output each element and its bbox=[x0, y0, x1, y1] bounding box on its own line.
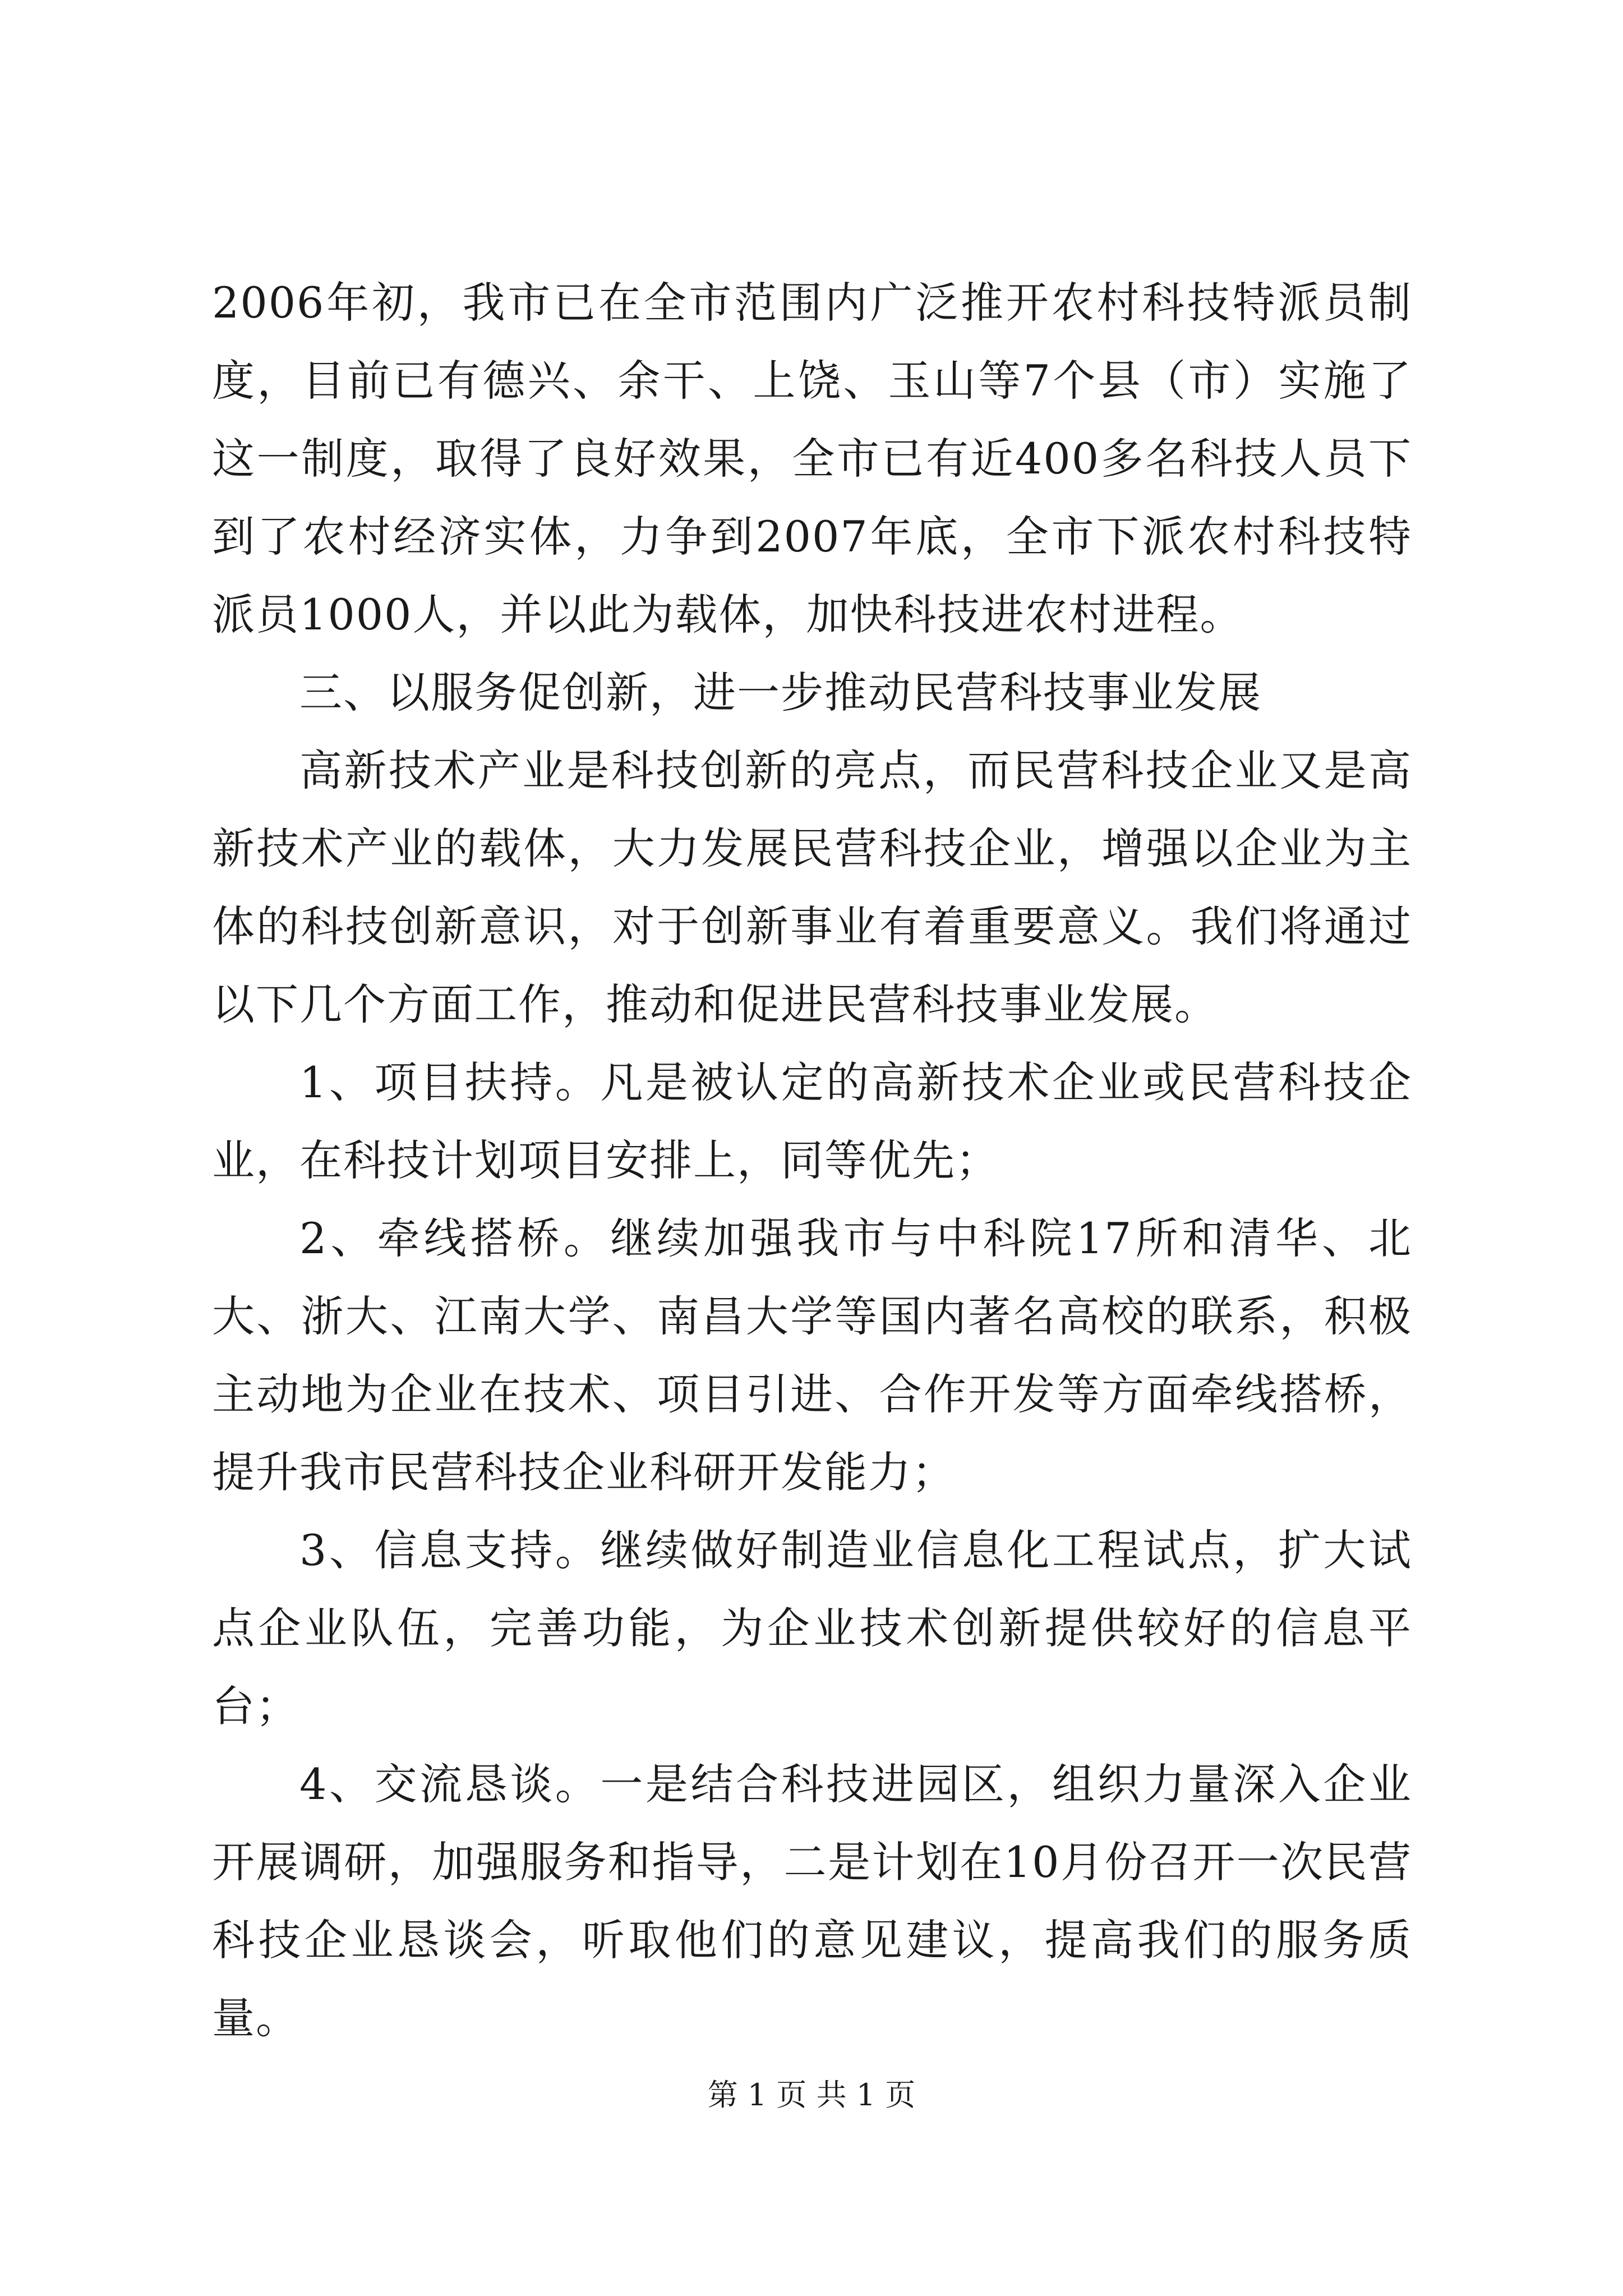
section-heading: 三、以服务促创新，进一步推动民营科技事业发展 bbox=[299, 668, 1262, 717]
list-item-project-support: 1、项目扶持。凡是被认定的高新技术企业或民营科技企业，在科技计划项目安排上，同等优先； bbox=[212, 1057, 1412, 1185]
document-body bbox=[212, 264, 1412, 2057]
paragraph-continuation: 2006年初，我市已在全市范围内广泛推开农村科技特派员制度，目前已有德兴、余干、上饶、玉山等7个县（市）实施了这一制度，取得了良好效果，全市已有近400多名科技人员下到了农村经济实体，力争到2007年底，全市下派农村科技特派员1000人，并以此为载体，加快科技进农村进程。 bbox=[212, 278, 1412, 639]
list-item-information-support: 3、信息支持。继续做好制造业信息化工程试点，扩大试点企业队伍，完善功能，为企业技术创新提供较好的信息平台； bbox=[212, 1525, 1412, 1731]
paragraph-intro: 高新技术产业是科技创新的亮点，而民营科技企业又是高新技术产业的载体，大力发展民营科技企业，增强以企业为主体的科技创新意识，对于创新事业有着重要意义。我们将通过以下几个方面工作，推动和促进民营科技事业发展。 bbox=[212, 746, 1412, 1029]
list-item-exchange: 4、交流恳谈。一是结合科技进园区，组织力量深入企业开展调研，加强服务和指导，二是计划在10月份召开一次民营科技企业恳谈会，听取他们的意见建议，提高我们的服务质量。 bbox=[212, 1759, 1412, 2043]
page-footer: 第 1 页 共 1 页 bbox=[707, 2077, 916, 2113]
list-item-bridging: 2、牵线搭桥。继续加强我市与中科院17所和清华、北大、浙大、江南大学、南昌大学等国内著名高校的联系，积极主动地为企业在技术、项目引进、合作开发等方面牵线搭桥，提升我市民营科技企业科研开发能力； bbox=[212, 1213, 1412, 1497]
